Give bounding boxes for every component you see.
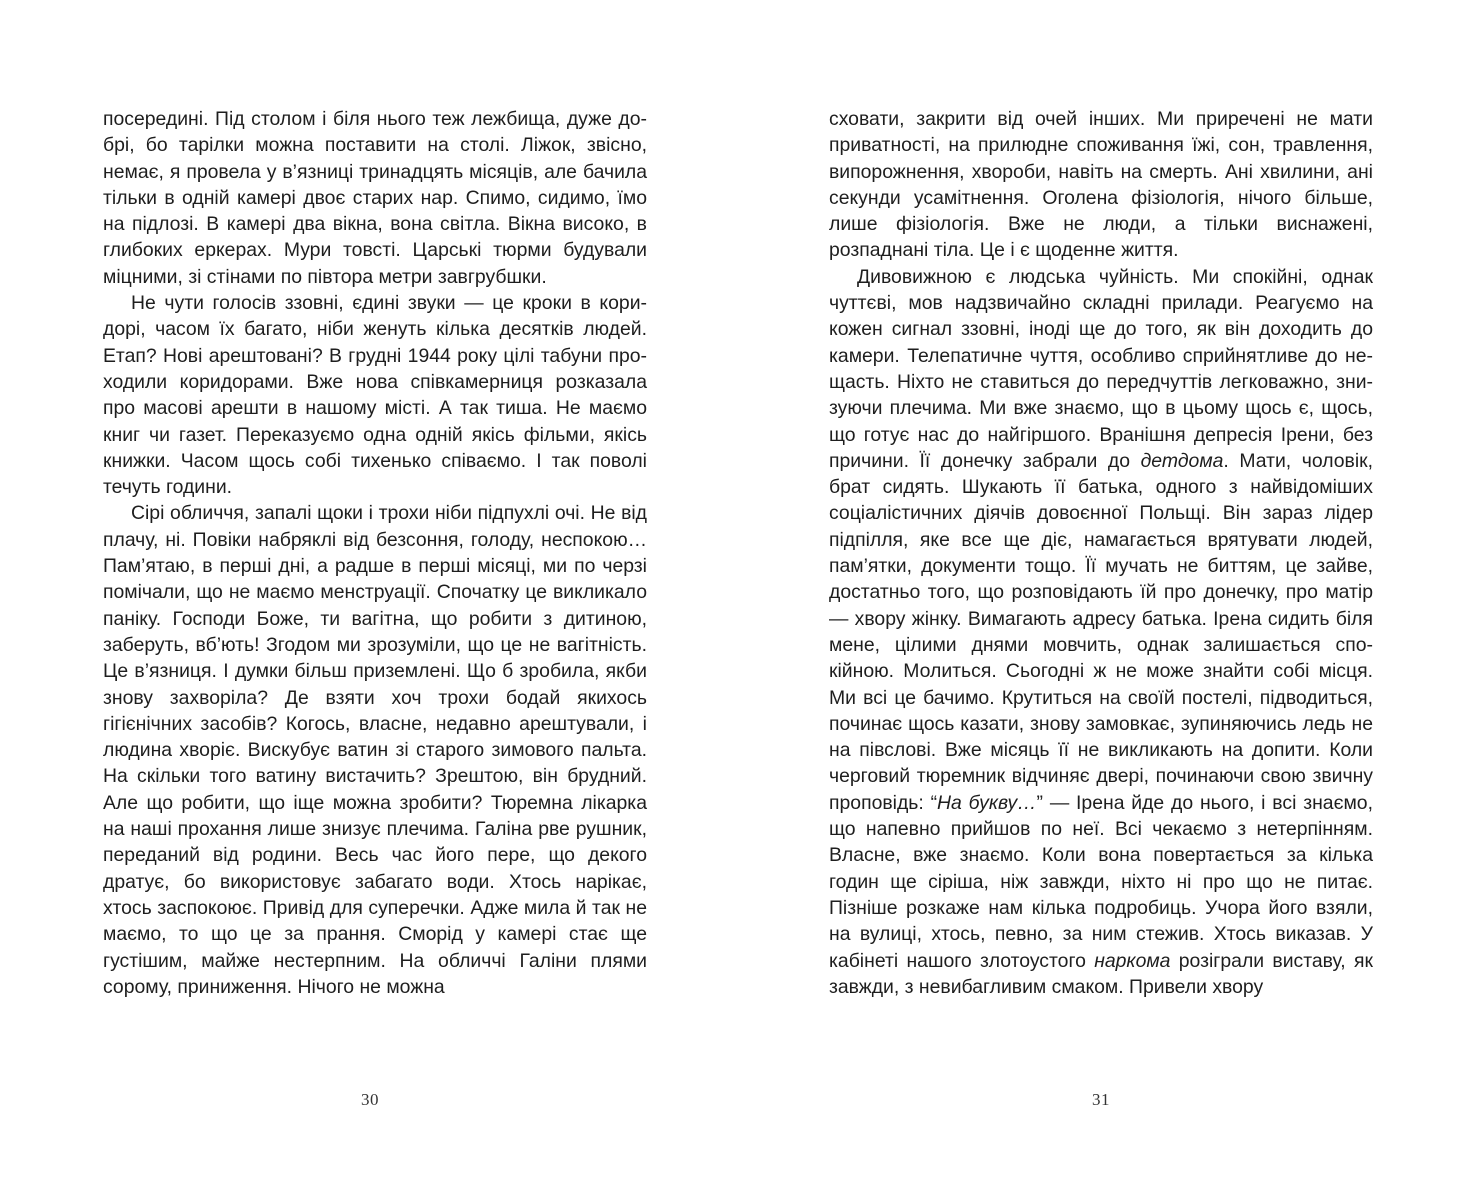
right-paragraph-1: сховати, закрити від очей інших. Ми приречені не мати приватності, на прилюдне споживання їжі, сон, травлення, випорожнення, хвороби, навіть на смерть. Ані хвилини, ані секунди усамітнення. Оголена фізіологія, нічого більше, лише фізіологія. Вже не люди, а тільки виснажені, розпаднані тіла. Це і є щоденне життя. (829, 108, 1373, 262)
paragraph-text-run: Дивовижною є людська чуйність. Ми спокійні, однак чуттєві, мов надзвичайно складні прилади. Реагуємо на кожен сигнал ззовні, іноді ще до того, як він доходить до камери. Телепатичне чуття, особливо сприйнятливе до нещасть. Ніхто не ставиться до передчуттів легковажно, знизуючи плечима. Ми вже знаємо, що в цьому щось є, щось, що готує нас до найгіршого. Вранішня депресія Ірени, без причини. Її донечку забрали до (829, 265, 1373, 472)
right-page (737, 0, 1474, 1191)
left-paragraph-1: посередині. Під столом і біля нього теж лежбища, дуже добрі, бо тарілки можна поставити на столі. Ліжок, звісно, немає, я провела у в’язниці тринадцять місяців, але бачила тільки в одній камері двоє старих нар. Спимо, сидимо, їмо на підлозі. В камері два вікна, вона світла. Вікна високо, в глибоких еркерах. Мури товсті. Царські тюрми будували міцними, зі стінами по півтора метри завгрубшки. (103, 108, 647, 288)
paragraph-text-run: розіграли виставу, як завжди, з невибагливим смаком. Привели хвору (829, 949, 1373, 998)
italic-quote-na-bukvu: На букву… (937, 791, 1037, 814)
italic-term-detdoma: детдома (1140, 449, 1224, 472)
right-page-number: 31 (1092, 1090, 1110, 1109)
left-page-text (103, 106, 647, 1000)
italic-term-narkoma: наркома (1094, 949, 1171, 972)
paragraph-text-run: . Мати, чоловік, брат сидять. Шукають її батька, одного з найвідоміших соціалістичних діячів довоєнної Польщі. Він зараз лідер підпілля, яке все ще діє, намагається врятувати людей, пам’ятки, документи тощо. Її мучать не биттям, це зайве, достатньо того, що розповідають їй про донечку, про матір — хвору жінку. Вимагають адресу батька. Ірена сидить біля мене, цілими днями мовчить, однак залишається спокійною. Молиться. Сьогодні ж не може знайти собі місця. Ми всі це бачимо. Крутиться на своїй постелі, підводиться, починає щось казати, знову замовкає, зупиняючись ледь не на півслові. Вже місяць її не викликають на допити. Коли черговий тюремник відчиняє двері, починаючи свою звичну проповідь: “ (829, 449, 1373, 814)
left-paragraph-2: Не чути голосів ззовні, єдині звуки — це кроки в коридорі, часом їх багато, ніби женуть кілька десятків людей. Етап? Нові арештовані? В грудні 1944 року цілі табуни проходили коридорами. Вже нова співкамерниця розказала про масові арешти в нашому місті. А так тиша. Не маємо книг чи газет. Переказуємо одна одній якісь фільми, якісь книжки. Часом щось собі тихенько співаємо. І так поволі течуть години. (103, 292, 647, 499)
right-page-text (829, 106, 1373, 1000)
left-paragraph-3: Сірі обличчя, запалі щоки і трохи ніби підпухлі очі. Не від плачу, ні. Повіки набряклі від безсоння, голоду, неспокою… Пам’ятаю, в перші дні, а радше в перші місяці, ми по черзі помічали, що не маємо менструації. Спочатку це викликало паніку. Господи Боже, ти вагітна, що робити з дитиною, заберуть, вб’ють! Згодом ми зрозуміли, що це не вагітність. Це в’язниця. І думки більш приземлені. Що б зробила, якби знову захворіла? Де взяти хоч трохи бодай якихось гігієнічних засобів? Когось, власне, недавно арештували, і людина хворіє. Вискубує ватин зі старого зимового пальта. На скільки того ватину вистачить? Зрештою, він брудний. Але що робити, що іще можна зробити? Тюремна лікарка на наші прохання лише знизує плечима. Галіна рве рушник, переданий від родини. Весь час його пере, що декого дратує, бо використовує забагато води. Хтось нарікає, хтось заспокоює. Привід для суперечки. Адже мила й так не маємо, то що це за прання. Сморід у камері стає ще густішим, майже нестерпним. На обличчі Галіни плями сорому, приниження. Нічого не можна (103, 502, 647, 998)
paragraph-text-run: ” — Ірена йде до нього, і всі знаємо, що напевно прийшов по неї. Всі чекаємо з нетерпінням. Власне, вже знаємо. Коли вона повертається за кілька годин ще сіріша, ніж завжди, ніхто ні про що не питає. Пізніше розкаже нам кілька подробиць. Учора його взяли, на вулиці, хтось, певно, за ним стежив. Хтось виказав. У кабінеті нашого злотоустого (829, 791, 1373, 972)
left-page-number: 30 (361, 1090, 379, 1109)
right-paragraph-2 (829, 264, 1373, 1000)
